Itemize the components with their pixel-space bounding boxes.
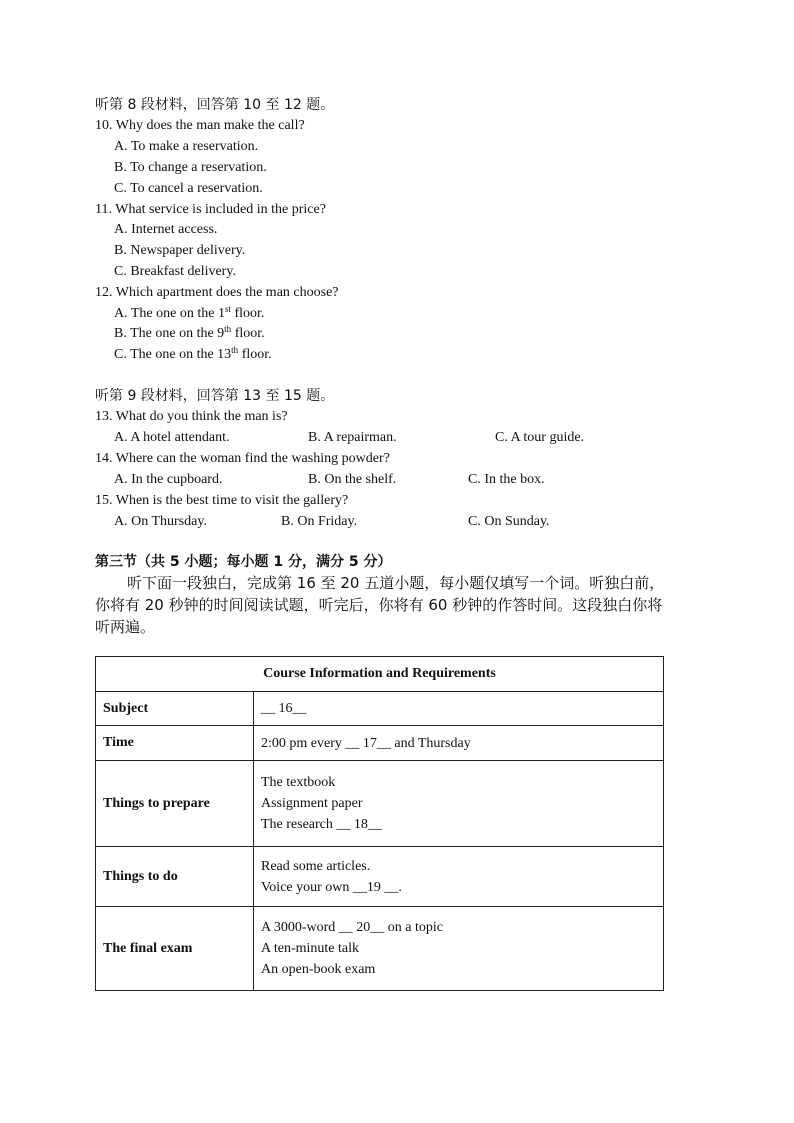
- question-11-option-b: B. Newspaper delivery.: [114, 243, 246, 258]
- value-line: An open-book exam: [261, 962, 376, 977]
- value-line: 2:00 pm every __ 17__ and Thursday: [261, 735, 471, 751]
- table-row: [96, 907, 664, 991]
- table-title-row: [96, 657, 664, 692]
- question-15-option-b: B. On Friday.: [281, 514, 358, 529]
- row-label-things-to-do: Things to do: [96, 847, 254, 907]
- value-line: __ 16__: [261, 701, 307, 716]
- question-13-stem: 13. What do you think the man is?: [95, 409, 288, 424]
- question-10-option-c: C. To cancel a reservation.: [114, 181, 263, 196]
- value-line: The research __ 18__: [261, 817, 382, 832]
- question-13-option-c: C. A tour guide.: [495, 430, 585, 445]
- section-8-heading: 听第 8 段材料，回答第 10 至 12 题。: [95, 97, 335, 113]
- value-line: Read some articles.: [261, 858, 371, 874]
- table-row: [96, 761, 664, 847]
- value-line: A ten-minute talk: [261, 941, 359, 956]
- value-line: Assignment paper: [261, 796, 363, 811]
- row-value-things-to-do: [254, 847, 664, 907]
- course-info-table: [95, 656, 664, 991]
- row-label-time: Time: [96, 726, 254, 761]
- question-13-option-a: A. A hotel attendant.: [114, 430, 230, 445]
- value-line: A 3000-word __ 20__ on a topic: [261, 920, 443, 935]
- question-10-stem: 10. Why does the man make the call?: [95, 118, 305, 133]
- question-11-option-c: C. Breakfast delivery.: [114, 264, 236, 279]
- instructions-line-2: 你将有 20 秒钟的时间阅读试题，听完后，你将有 60 秒钟的作答时间。这段独白你将: [95, 596, 663, 614]
- row-value-final-exam: [254, 907, 664, 991]
- table-title: Course Information and Requirements: [96, 657, 664, 692]
- question-11-option-a: A. Internet access.: [114, 222, 218, 237]
- instructions-line-3: 听两遍。: [95, 618, 156, 636]
- row-label-final-exam: The final exam: [96, 907, 254, 991]
- question-14-option-a: A. In the cupboard.: [114, 472, 223, 487]
- question-14-option-c: C. In the box.: [468, 472, 545, 487]
- row-value-subject: [254, 692, 664, 726]
- section-9-heading: 听第 9 段材料，回答第 13 至 15 题。: [95, 388, 335, 404]
- question-15-option-a: A. On Thursday.: [114, 514, 207, 529]
- table-row: [96, 726, 664, 761]
- question-13-option-b: B. A repairman.: [308, 430, 397, 445]
- instructions-line-1: 听下面一段独白，完成第 16 至 20 五道小题，每小题仅填写一个词。听独白前，: [127, 574, 665, 592]
- question-10-option-a: A. To make a reservation.: [114, 139, 259, 154]
- row-label-subject: Subject: [96, 692, 254, 726]
- value-line: Voice your own __19 __.: [261, 879, 402, 895]
- table-row: [96, 692, 664, 726]
- question-10-option-b: B. To change a reservation.: [114, 160, 267, 175]
- table-row: [96, 847, 664, 907]
- part-3-heading: 第三节（共 5 小题；每小题 1 分，满分 5 分）: [95, 554, 392, 570]
- question-11-stem: 11. What service is included in the price?: [95, 202, 326, 217]
- row-value-time: [254, 726, 664, 761]
- question-15-stem: 15. When is the best time to visit the gallery?: [95, 493, 349, 508]
- question-12-option-b: B. The one on the 9th floor.: [114, 324, 265, 341]
- question-15-option-c: C. On Sunday.: [468, 514, 550, 529]
- question-14-option-b: B. On the shelf.: [308, 472, 397, 487]
- value-line: The textbook: [261, 775, 336, 790]
- question-12-option-a: A. The one on the 1st floor.: [114, 304, 265, 321]
- row-value-things-to-prepare: [254, 761, 664, 847]
- question-14-stem: 14. Where can the woman find the washing powder?: [95, 451, 390, 466]
- question-12-option-c: C. The one on the 13th floor.: [114, 345, 272, 362]
- question-12-stem: 12. Which apartment does the man choose?: [95, 285, 339, 300]
- row-label-things-to-prepare: Things to prepare: [96, 761, 254, 847]
